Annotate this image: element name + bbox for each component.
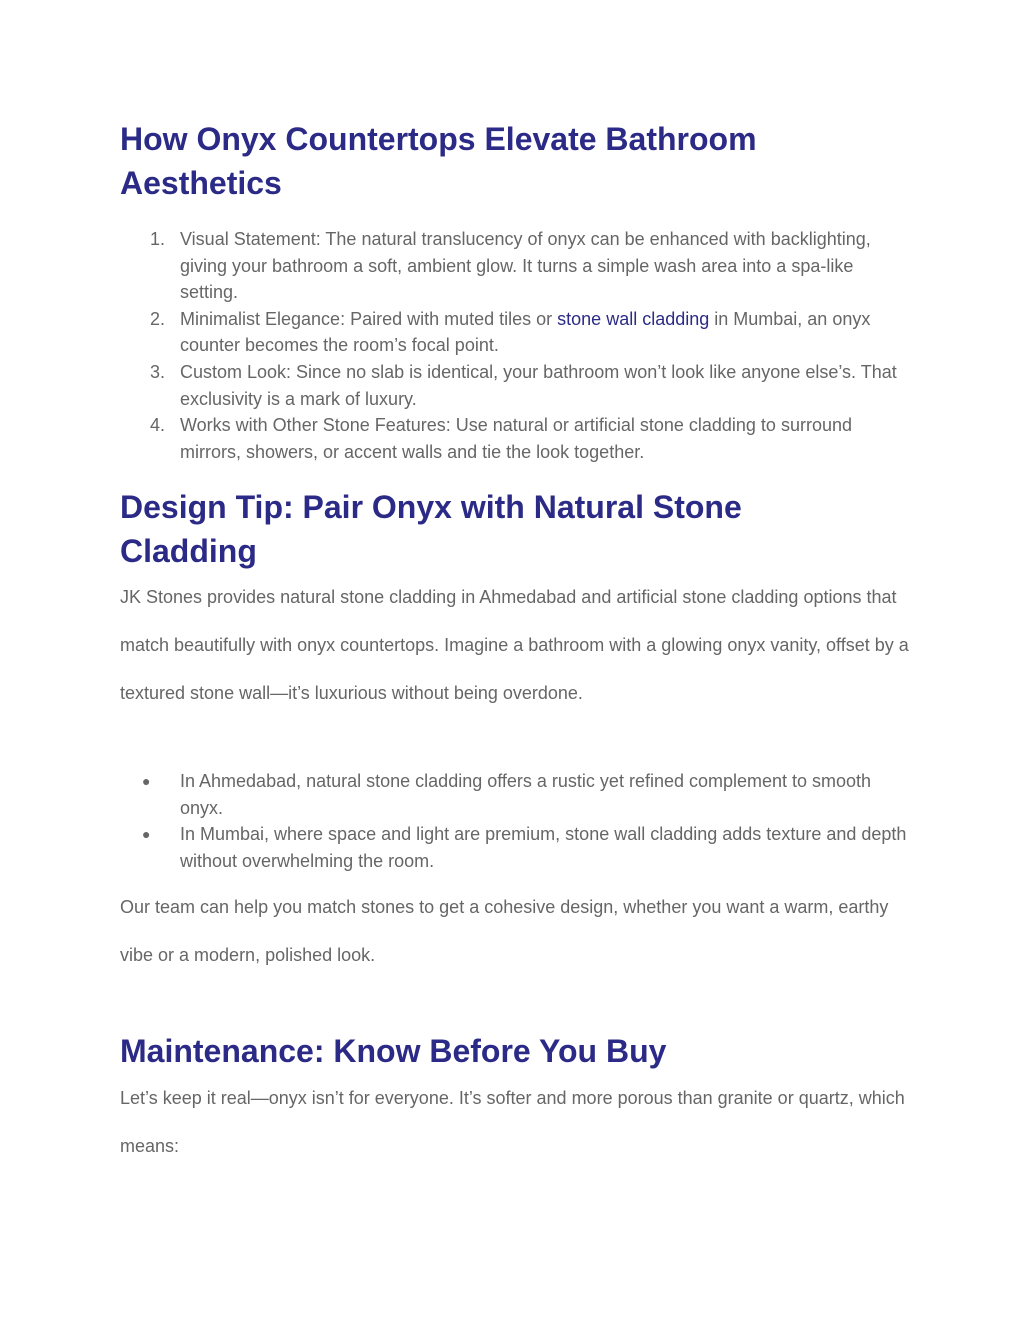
stone-wall-cladding-link[interactable]: stone wall cladding <box>557 308 710 329</box>
heading-maintenance: Maintenance: Know Before You Buy <box>120 1033 667 1069</box>
list-item <box>120 412 910 465</box>
heading-onyx-bathroom-aesthetics: How Onyx Countertops Elevate Bathroom Aesthetics <box>120 121 757 201</box>
list-number: 2. <box>150 308 166 329</box>
list-number: 1. <box>150 229 166 249</box>
list-item <box>120 768 910 821</box>
list-item-text: Custom Look: Since no slab is identical, your bathroom won’t look like anyone else’s. That exclusivity is a mark of luxury. <box>180 361 897 409</box>
list-number: 3. <box>150 361 166 382</box>
heading-design-tip: Design Tip: Pair Onyx with Natural Stone Cladding <box>120 489 742 569</box>
list-item-text: In Ahmedabad, natural stone cladding offers a rustic yet refined complement to smooth onyx. <box>180 771 872 818</box>
list-number: 4. <box>150 415 166 436</box>
bullet-icon: ● <box>142 826 151 843</box>
numbered-list-aesthetics <box>120 226 910 465</box>
list-item-text: Works with Other Stone Features: Use natural or artificial stone cladding to surround mirrors, showers, or accent walls and tie the look together. <box>180 415 852 462</box>
list-item <box>120 226 910 306</box>
paragraph-our-team: Our team can help you match stones to get a cohesive design, whether you want a warm, earthy vibe or a modern, polished look. <box>120 897 889 965</box>
list-item <box>120 821 910 874</box>
bullet-list-cities <box>120 768 910 874</box>
bullet-icon: ● <box>142 773 151 789</box>
list-item-text: Visual Statement: The natural translucency of onyx can be enhanced with backlighting, giving your bathroom a soft, ambient glow. It turns a simple wash area into a spa-like setting. <box>180 229 871 303</box>
list-item-text: In Mumbai, where space and light are premium, stone wall cladding adds texture and depth without overwhelming the room. <box>180 824 907 871</box>
paragraph-jk-stones: JK Stones provides natural stone cladding in Ahmedabad and artificial stone cladding options that match beautifully with onyx countertops. Imagine a bathroom with a glowing onyx vanity, offset by a textured stone wall—it’s luxurious without being overdone. <box>120 587 909 703</box>
list-item <box>120 306 910 359</box>
list-item-text-after: in Mumbai, an onyx counter becomes the room’s focal point. <box>180 308 871 356</box>
list-item <box>120 359 910 412</box>
list-item-text-before: Minimalist Elegance: Paired with muted tiles or <box>180 308 558 329</box>
paragraph-keep-it-real: Let’s keep it real—onyx isn’t for everyone. It’s softer and more porous than granite or quartz, which means: <box>120 1088 905 1156</box>
